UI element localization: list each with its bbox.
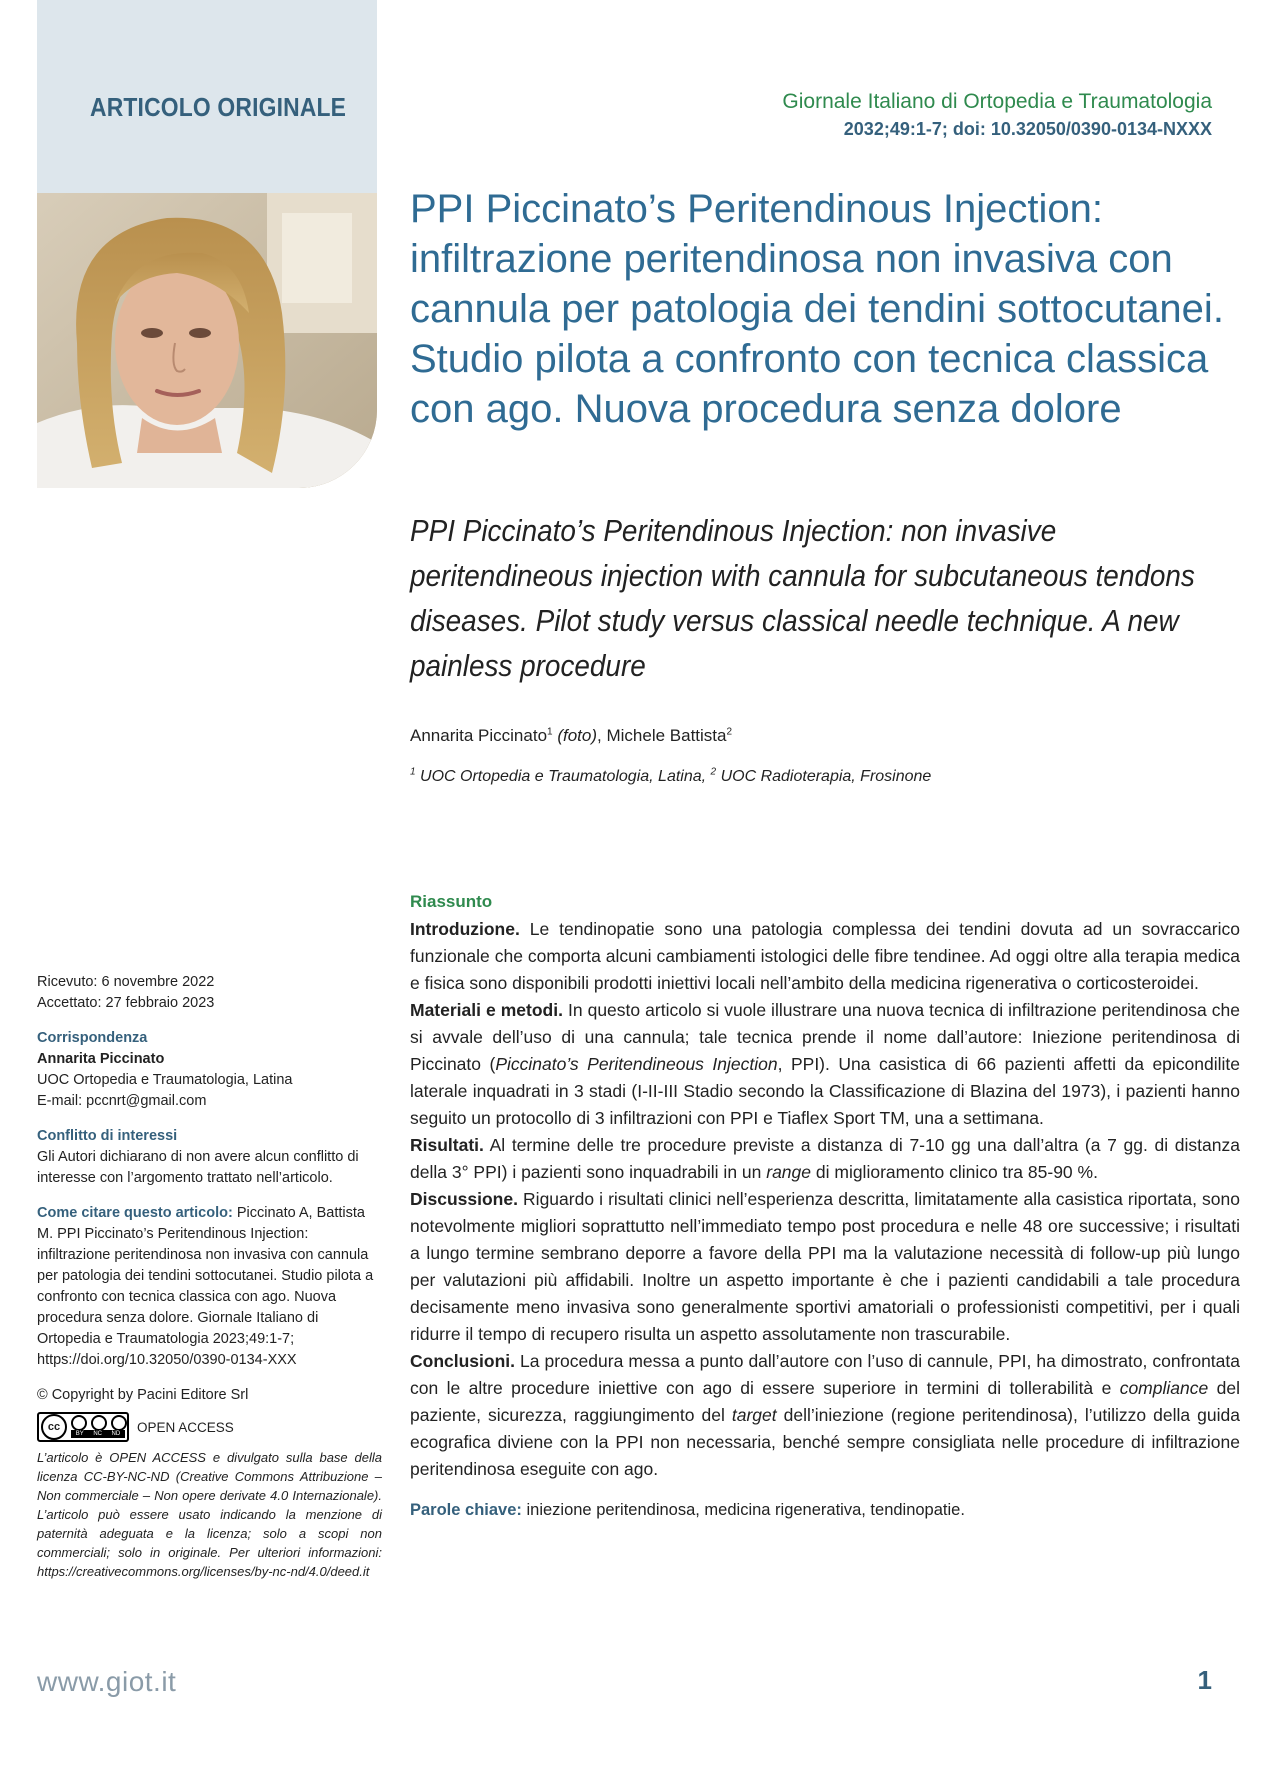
correspondence-affiliation: UOC Ortopedia e Traumatologia, Latina <box>37 1072 293 1088</box>
author-name: Annarita Piccinato <box>410 726 548 745</box>
dates-block <box>37 972 382 1014</box>
citation-label: Come citare questo articolo: <box>37 1205 233 1221</box>
photo-note: (foto) <box>557 726 598 745</box>
license-text: L’articolo è OPEN ACCESS e divulgato sulla base della licenza CC-BY-NC-ND (Creative Commons Attribuzione – Non commerciale – Non opere derivate 4.0 Internazionale). L’articolo può essere usato indicando la menzione di paternità adeguata e la licenza; solo a scopi non commerciali; solo in originale. Per ulteriori informazioni: https://creativecommons.org/licenses/by-nc-nd/4.0/deed.it <box>37 1450 382 1579</box>
affiliation-superscript: 1 <box>410 766 416 778</box>
author-name: Michele Battista <box>606 726 727 745</box>
copyright-block <box>37 1385 382 1406</box>
author-list <box>410 726 732 746</box>
journal-name: Giornale Italiano di Ortopedia e Traumatologia <box>782 90 1212 113</box>
abstract-results: Risultati. Al termine delle tre procedure previste a distanza di 7-10 gg una dall’altra (a 7 gg. di distanza della 3° PPI) i pazienti sono inquadrabili in un range di miglioramento clinico tra 85-90 %. <box>410 1135 1240 1182</box>
correspondence-label: Corrispondenza <box>37 1030 148 1046</box>
accepted-date: Accettato: 27 febbraio 2023 <box>37 995 215 1011</box>
open-access-label: OPEN ACCESS <box>137 1419 234 1435</box>
article-title-italian: PPI Piccinato’s Peritendinous Injection: infiltrazione peritendinosa non invasiva con cannula per patologia dei tendini sottocutanei. Studio pilota a confronto con tecnica classica con ago. Nuova procedura senza dolore <box>410 187 1224 431</box>
keywords: Parole chiave: iniezione peritendinosa, medicina rigenerativa, tendinopatie. <box>410 1501 965 1519</box>
affiliations <box>410 768 931 786</box>
cc-license-badge[interactable] <box>37 1412 129 1442</box>
license-row <box>37 1412 382 1442</box>
article-info-sidebar <box>37 972 382 1581</box>
correspondence-name: Annarita Piccinato <box>37 1051 165 1067</box>
affiliation: UOC Ortopedia e Traumatologia, Latina, <box>420 768 707 785</box>
author-superscript: 1 <box>547 726 553 738</box>
correspondence-email[interactable]: E-mail: pccnrt@gmail.com <box>37 1093 207 1109</box>
footer-url[interactable]: www.giot.it <box>37 1666 177 1697</box>
abstract-discussion: Discussione. Riguardo i risultati clinici nell’esperienza descritta, limitatamente alla casistica riportata, sono notevolmente migliori soprattutto nell’immediato tempo post procedura e nelle 48 ore successive; i risultati a lungo termine sembrano deporre a favore della PPI ma la valutazione necessità di follow-up più lungo per valutazioni più affidabili. Inoltre un aspetto importante è che i pazienti candidabili a tale procedura decisamente meno invasiva sono generalmente sportivi amatoriali o professionisti competitivi, per i quali ridurre il tempo di recupero risulta un aspetto assolutamente non trascurabile. <box>410 1189 1240 1344</box>
abstract-conclusions: Conclusioni. La procedura messa a punto dall’autore con l’uso di cannule, PPI, ha dimostrato, confrontata con le altre procedure iniettive con ago di essere superiore in termini di tollerabilità e compliance del paziente, sicurezza, raggiungimento del target dell’iniezione (regione peritendinosa), l’utilizzo della guida ecografica diviene con la PPI non necessaria, benché sempre consigliata nelle procedure di infiltrazione peritendinosa eseguite con ago. <box>410 1351 1240 1479</box>
author-superscript: 2 <box>726 726 733 738</box>
abstract-heading: Riassunto <box>410 892 493 911</box>
conflict-text: Gli Autori dichiarano di non avere alcun conflitto di interesse con l’argomento trattato nell’articolo. <box>37 1149 359 1186</box>
article-title-english: PPI Piccinato’s Peritendinous Injection: non invasive peritendineous injection with cannula for subcutaneous tendons diseases. Pilot study versus classical needle technique. A new painless procedure <box>410 513 1195 683</box>
abstract-introduction: Introduzione. Le tendinopatie sono una patologia complessa dei tendini dovuta ad un sovraccarico funzionale che comporta alcuni cambiamenti istologici delle fibre tendinee. Ad oggi oltre alla terapia medica e fisica sono disponibili prodotti iniettivi locali nell’ambito della medicina rigenerativa o corticosteroidei. <box>410 919 1240 993</box>
affiliation-superscript: 2 <box>710 766 717 778</box>
copyright: © Copyright by Pacini Editore Srl <box>37 1387 249 1403</box>
affiliation: UOC Radioterapia, Frosinone <box>720 768 932 785</box>
received-date: Ricevuto: 6 novembre 2022 <box>37 974 215 990</box>
author-photo <box>37 193 377 488</box>
cc-icon: cc <box>41 1414 67 1440</box>
citation-block <box>37 1203 382 1371</box>
conflict-block <box>37 1126 382 1189</box>
correspondence-block <box>37 1028 382 1112</box>
abstract-methods: Materiali e metodi. In questo articolo si vuole illustrare una nuova tecnica di infiltrazione peritendinosa che si avvale dell’uso di una cannula; tale tecnica prende il nome dall’autore: Iniezione peritendinosa di Piccinato (Piccinato’s Peritendineous Injection, PPI). Una casistica di 66 pazienti affetti da epicondilite laterale inquadrati in 3 stadi (I-II-III Stadio secondo la Classificazione di Blazina del 1973), i pazienti hanno seguito un protocollo di 3 infiltrazioni con PPI e Tiaflex Sport TM, una a settimana. <box>410 1000 1241 1128</box>
abstract <box>410 888 1240 1524</box>
conflict-label: Conflitto di interessi <box>37 1128 178 1144</box>
cc-terms-bar: BY NC ND <box>71 1430 125 1438</box>
page-number: 1 <box>1197 1665 1212 1695</box>
journal-citation: 2032;49:1-7; doi: 10.32050/0390-0134-NXXX <box>843 119 1212 139</box>
author-separator: , <box>597 726 607 745</box>
section-label: ARTICOLO ORIGINALE <box>90 92 347 122</box>
citation-text: Piccinato A, Battista M. PPI Piccinato’s Peritendinous Injection: infiltrazione peritendinosa non invasiva con cannula per patologia dei tendini sottocutanei. Studio pilota a confronto con tecnica classica con ago. Nuova procedura senza dolore. Giornale Italiano di Ortopedia e Traumatologia 2023;49:1-7; https://doi.org/10.32050/0390-0134-XXX <box>37 1205 374 1368</box>
